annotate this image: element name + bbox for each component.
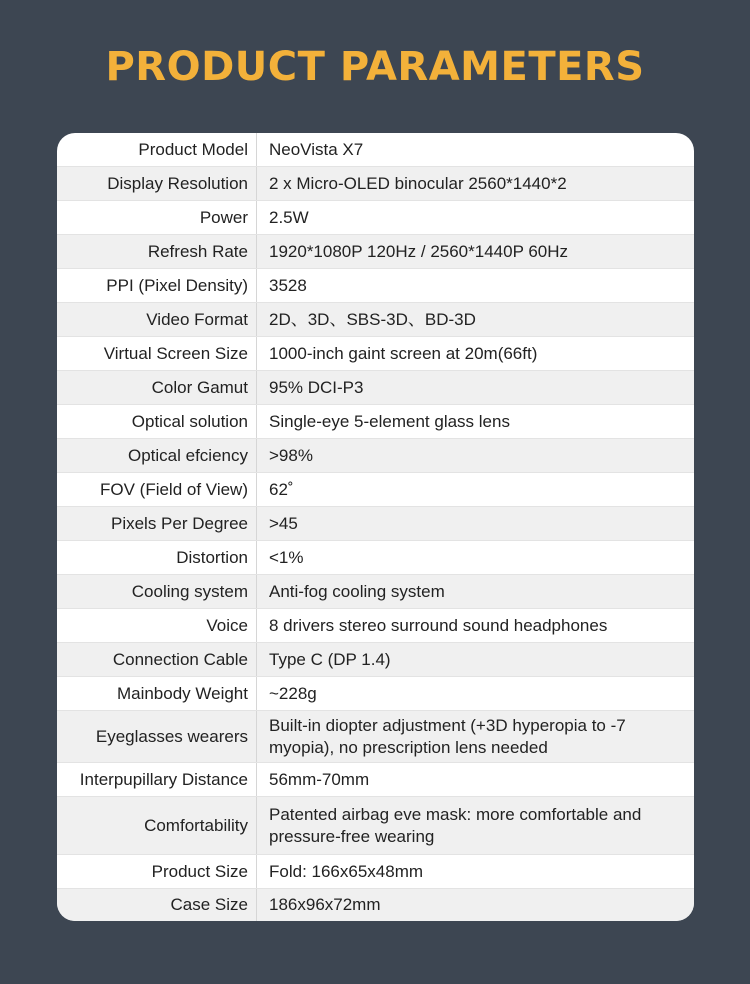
row-value: NeoVista X7 bbox=[269, 139, 364, 159]
row-label: Optical solution bbox=[57, 405, 257, 438]
row-value: Fold: 166x65x48mm bbox=[269, 861, 424, 881]
table-row bbox=[57, 269, 694, 303]
row-label: Connection Cable bbox=[57, 643, 257, 676]
row-label: Color Gamut bbox=[57, 371, 257, 404]
table-row bbox=[57, 473, 694, 507]
table-row bbox=[57, 889, 694, 921]
table-row bbox=[57, 541, 694, 575]
row-value: >45 bbox=[269, 513, 298, 533]
row-value: 186x96x72mm bbox=[269, 895, 381, 914]
parameters-table bbox=[57, 133, 694, 921]
row-value: Patented airbag eve mask: more comfortable and pressure-free wearing bbox=[269, 804, 642, 846]
row-label: Comfortability bbox=[57, 797, 257, 854]
row-label: Voice bbox=[57, 609, 257, 642]
row-value: 3528 bbox=[269, 275, 307, 295]
row-value: 2D、3D、SBS-3D、BD-3D bbox=[269, 309, 476, 329]
table-row bbox=[57, 439, 694, 473]
row-value: 2.5W bbox=[269, 207, 309, 227]
table-row bbox=[57, 855, 694, 889]
row-label: PPI (Pixel Density) bbox=[57, 269, 257, 302]
table-row bbox=[57, 711, 694, 763]
page-title: PRODUCT PARAMETERS bbox=[105, 44, 645, 90]
row-value: >98% bbox=[269, 445, 313, 465]
row-label: Optical efciency bbox=[57, 439, 257, 472]
row-label: Product Model bbox=[57, 133, 257, 166]
row-value: Built-in diopter adjustment (+3D hyperopia to -7 myopia), no prescription lens needed bbox=[269, 715, 626, 757]
row-value: 62˚ bbox=[269, 479, 294, 499]
row-label: Eyeglasses wearers bbox=[57, 711, 257, 762]
row-value: Single-eye 5-element glass lens bbox=[269, 411, 510, 431]
table-row bbox=[57, 167, 694, 201]
row-label: Mainbody Weight bbox=[57, 677, 257, 710]
table-row bbox=[57, 507, 694, 541]
row-value: 1920*1080P 120Hz / 2560*1440P 60Hz bbox=[269, 241, 569, 261]
table-row bbox=[57, 797, 694, 855]
row-label: Virtual Screen Size bbox=[57, 337, 257, 370]
row-label: Power bbox=[57, 201, 257, 234]
row-value: Type C (DP 1.4) bbox=[269, 649, 391, 669]
row-value: 1000-inch gaint screen at 20m(66ft) bbox=[269, 343, 538, 363]
row-label: Video Format bbox=[57, 303, 257, 336]
table-row bbox=[57, 575, 694, 609]
row-label: Display Resolution bbox=[57, 167, 257, 200]
table-row bbox=[57, 405, 694, 439]
row-label: Distortion bbox=[57, 541, 257, 574]
row-value: 8 drivers stereo surround sound headphones bbox=[269, 615, 608, 635]
row-label: FOV (Field of View) bbox=[57, 473, 257, 506]
table-row bbox=[57, 677, 694, 711]
table-row bbox=[57, 133, 694, 167]
table-row bbox=[57, 303, 694, 337]
row-label: Pixels Per Degree bbox=[57, 507, 257, 540]
row-label: Interpupillary Distance bbox=[57, 763, 257, 796]
row-value: 2 x Micro-OLED binocular 2560*1440*2 bbox=[269, 173, 567, 193]
row-label: Cooling system bbox=[57, 575, 257, 608]
row-value: <1% bbox=[269, 547, 304, 567]
row-label: Case Size bbox=[57, 889, 257, 921]
row-value: ~228g bbox=[269, 683, 317, 703]
table-row bbox=[57, 763, 694, 797]
table-row bbox=[57, 201, 694, 235]
row-label: Product Size bbox=[57, 855, 257, 888]
row-value: 95% DCI-P3 bbox=[269, 377, 364, 397]
table-row bbox=[57, 235, 694, 269]
row-value: 56mm-70mm bbox=[269, 769, 370, 789]
row-label: Refresh Rate bbox=[57, 235, 257, 268]
table-row bbox=[57, 337, 694, 371]
table-row bbox=[57, 609, 694, 643]
table-row bbox=[57, 643, 694, 677]
table-row bbox=[57, 371, 694, 405]
row-value: Anti-fog cooling system bbox=[269, 581, 445, 601]
